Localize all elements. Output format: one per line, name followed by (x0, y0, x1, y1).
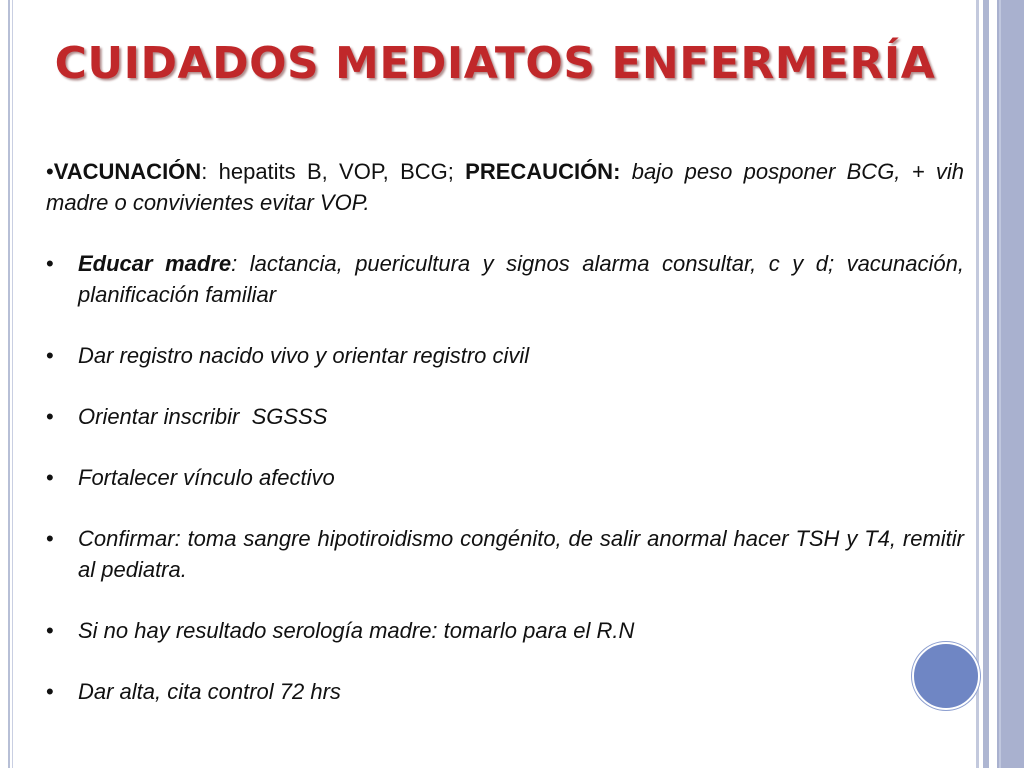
bullet-dot: • (46, 343, 54, 368)
right-accent-band-highlight (999, 0, 1001, 768)
vacunacion-colon: : (201, 159, 208, 184)
vacunacion-label: VACUNACIÓN (53, 159, 202, 184)
intro-paragraph (46, 156, 964, 218)
list-item (46, 462, 964, 493)
list-item (46, 615, 964, 646)
left-border-line (8, 0, 10, 768)
list-item-text: Confirmar: toma sangre hipotiroidismo congénito, de salir anormal hacer TSH y T4, remitir al pediatra. (78, 526, 964, 582)
list-item (46, 248, 964, 310)
educar-madre-lead: Educar madre (78, 251, 232, 276)
list-item (46, 340, 964, 371)
right-accent-band (997, 0, 1024, 768)
list-item-text: : lactancia, puericultura y signos alarma consultar, c y d; vacunación, planificación familiar (78, 251, 964, 307)
right-border-line-thick (983, 0, 989, 768)
list-item-text: Fortalecer vínculo afectivo (78, 465, 335, 490)
intro-bullet: • (46, 159, 54, 184)
bullet-dot: • (46, 251, 54, 276)
slide-content (46, 156, 964, 737)
bullet-dot: • (46, 618, 54, 643)
bullet-dot: • (46, 526, 54, 551)
bullet-dot: • (46, 465, 54, 490)
left-border-line-inner (12, 0, 13, 768)
list-item (46, 401, 964, 432)
list-item (46, 523, 964, 585)
precaucion-text: bajo peso posponer BCG, + vih madre o convivientes evitar VOP. (46, 159, 964, 215)
slide-title: CUIDADOS MEDIATOS ENFERMERÍA (54, 38, 936, 89)
list-item-text: Orientar inscribir SGSSS (78, 404, 328, 429)
list-item-text: Dar alta, cita control 72 hrs (78, 679, 341, 704)
bullet-dot: • (46, 404, 54, 429)
precaucion-label: PRECAUCIÓN: (465, 159, 621, 184)
bullet-dot: • (46, 679, 54, 704)
list-item (46, 676, 964, 707)
list-item-text: Dar registro nacido vivo y orientar registro civil (78, 343, 530, 368)
right-border-line (976, 0, 979, 768)
vacunacion-text: hepatits B, VOP, BCG; (207, 159, 466, 184)
list-item-text: Si no hay resultado serología madre: tomarlo para el R.N (78, 618, 635, 643)
